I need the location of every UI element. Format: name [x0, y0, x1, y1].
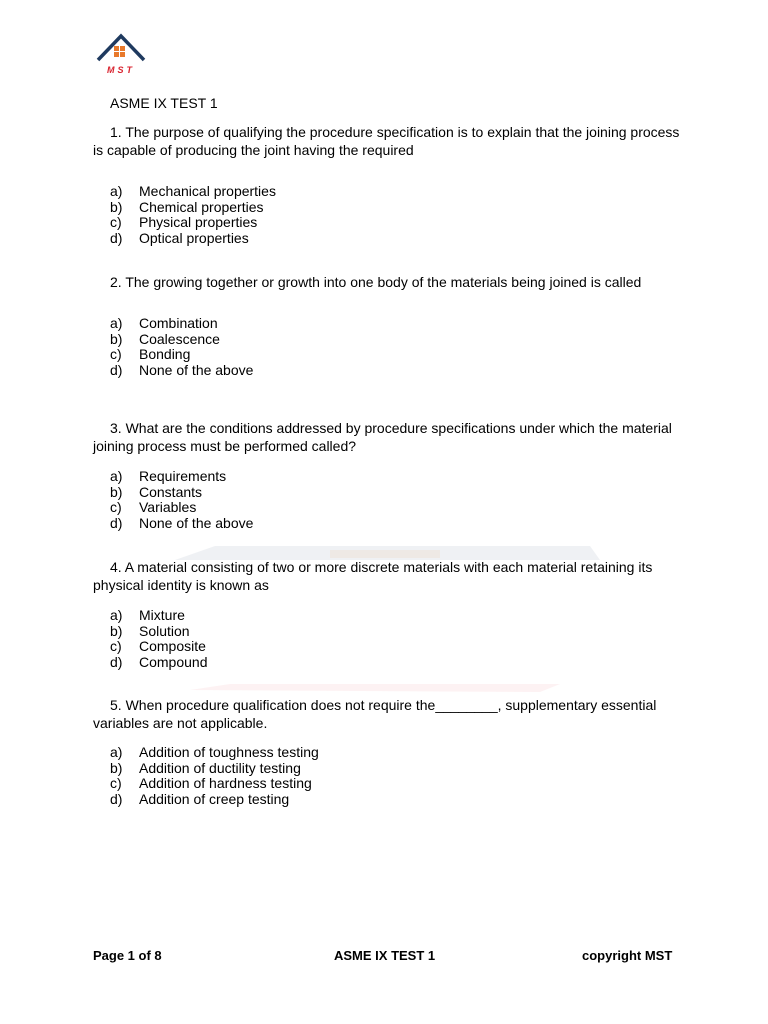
- option-item: d) None of the above: [110, 514, 254, 531]
- question-text: 5. When procedure qualification does not require the________, supplementary essential variables are not applicable.: [93, 697, 657, 731]
- footer-copyright: copyright MST: [582, 948, 673, 963]
- company-logo: [96, 30, 146, 78]
- option-item: a) Mixture: [110, 607, 185, 623]
- option-item: b) Constants: [110, 483, 203, 500]
- question-4: [93, 558, 683, 594]
- question-text: 1. The purpose of qualifying the procedure specification is to explain that the joining process is capable of producing the joint having the required: [93, 124, 680, 158]
- options-4: [110, 608, 208, 670]
- options-2: [110, 316, 253, 378]
- question-text: 3. What are the conditions addressed by procedure specifications under which the material joining process must be performed called?: [93, 420, 672, 454]
- option-item: a) Requirements: [110, 468, 227, 484]
- options-3: [110, 469, 253, 531]
- option-item: d) Compound: [110, 653, 208, 670]
- options-1: [110, 184, 276, 246]
- question-5: [93, 696, 683, 732]
- option-item: b) Coalescence: [110, 330, 220, 347]
- question-2: [93, 273, 683, 291]
- question-3: [93, 419, 683, 455]
- option-item: c) Composite: [110, 638, 206, 654]
- option-item: d) Optical properties: [110, 229, 249, 246]
- question-text: 2. The growing together or growth into one body of the materials being joined is called: [110, 274, 642, 290]
- option-item: a) Combination: [110, 315, 218, 331]
- options-5: [110, 745, 319, 807]
- option-item: b) Addition of ductility testing: [110, 759, 301, 776]
- option-item: c) Variables: [110, 499, 197, 515]
- footer-title: ASME IX TEST 1: [334, 948, 436, 963]
- question-text: 4. A material consisting of two or more discrete materials with each material retaining its physical identity is known as: [93, 559, 653, 593]
- footer-page-number: Page 1 of 8: [93, 948, 162, 963]
- option-item: d) None of the above: [110, 361, 254, 378]
- option-item: b) Chemical properties: [110, 198, 264, 215]
- option-item: c) Physical properties: [110, 214, 258, 230]
- option-item: c) Bonding: [110, 346, 191, 362]
- option-item: b) Solution: [110, 622, 190, 639]
- logo-text: MST: [107, 65, 135, 75]
- document-title: ASME IX TEST 1: [110, 95, 218, 111]
- option-item: c) Addition of hardness testing: [110, 775, 312, 791]
- option-item: a) Addition of toughness testing: [110, 744, 319, 760]
- option-item: d) Addition of creep testing: [110, 790, 290, 807]
- option-item: a) Mechanical properties: [110, 183, 276, 199]
- question-1: [93, 123, 683, 159]
